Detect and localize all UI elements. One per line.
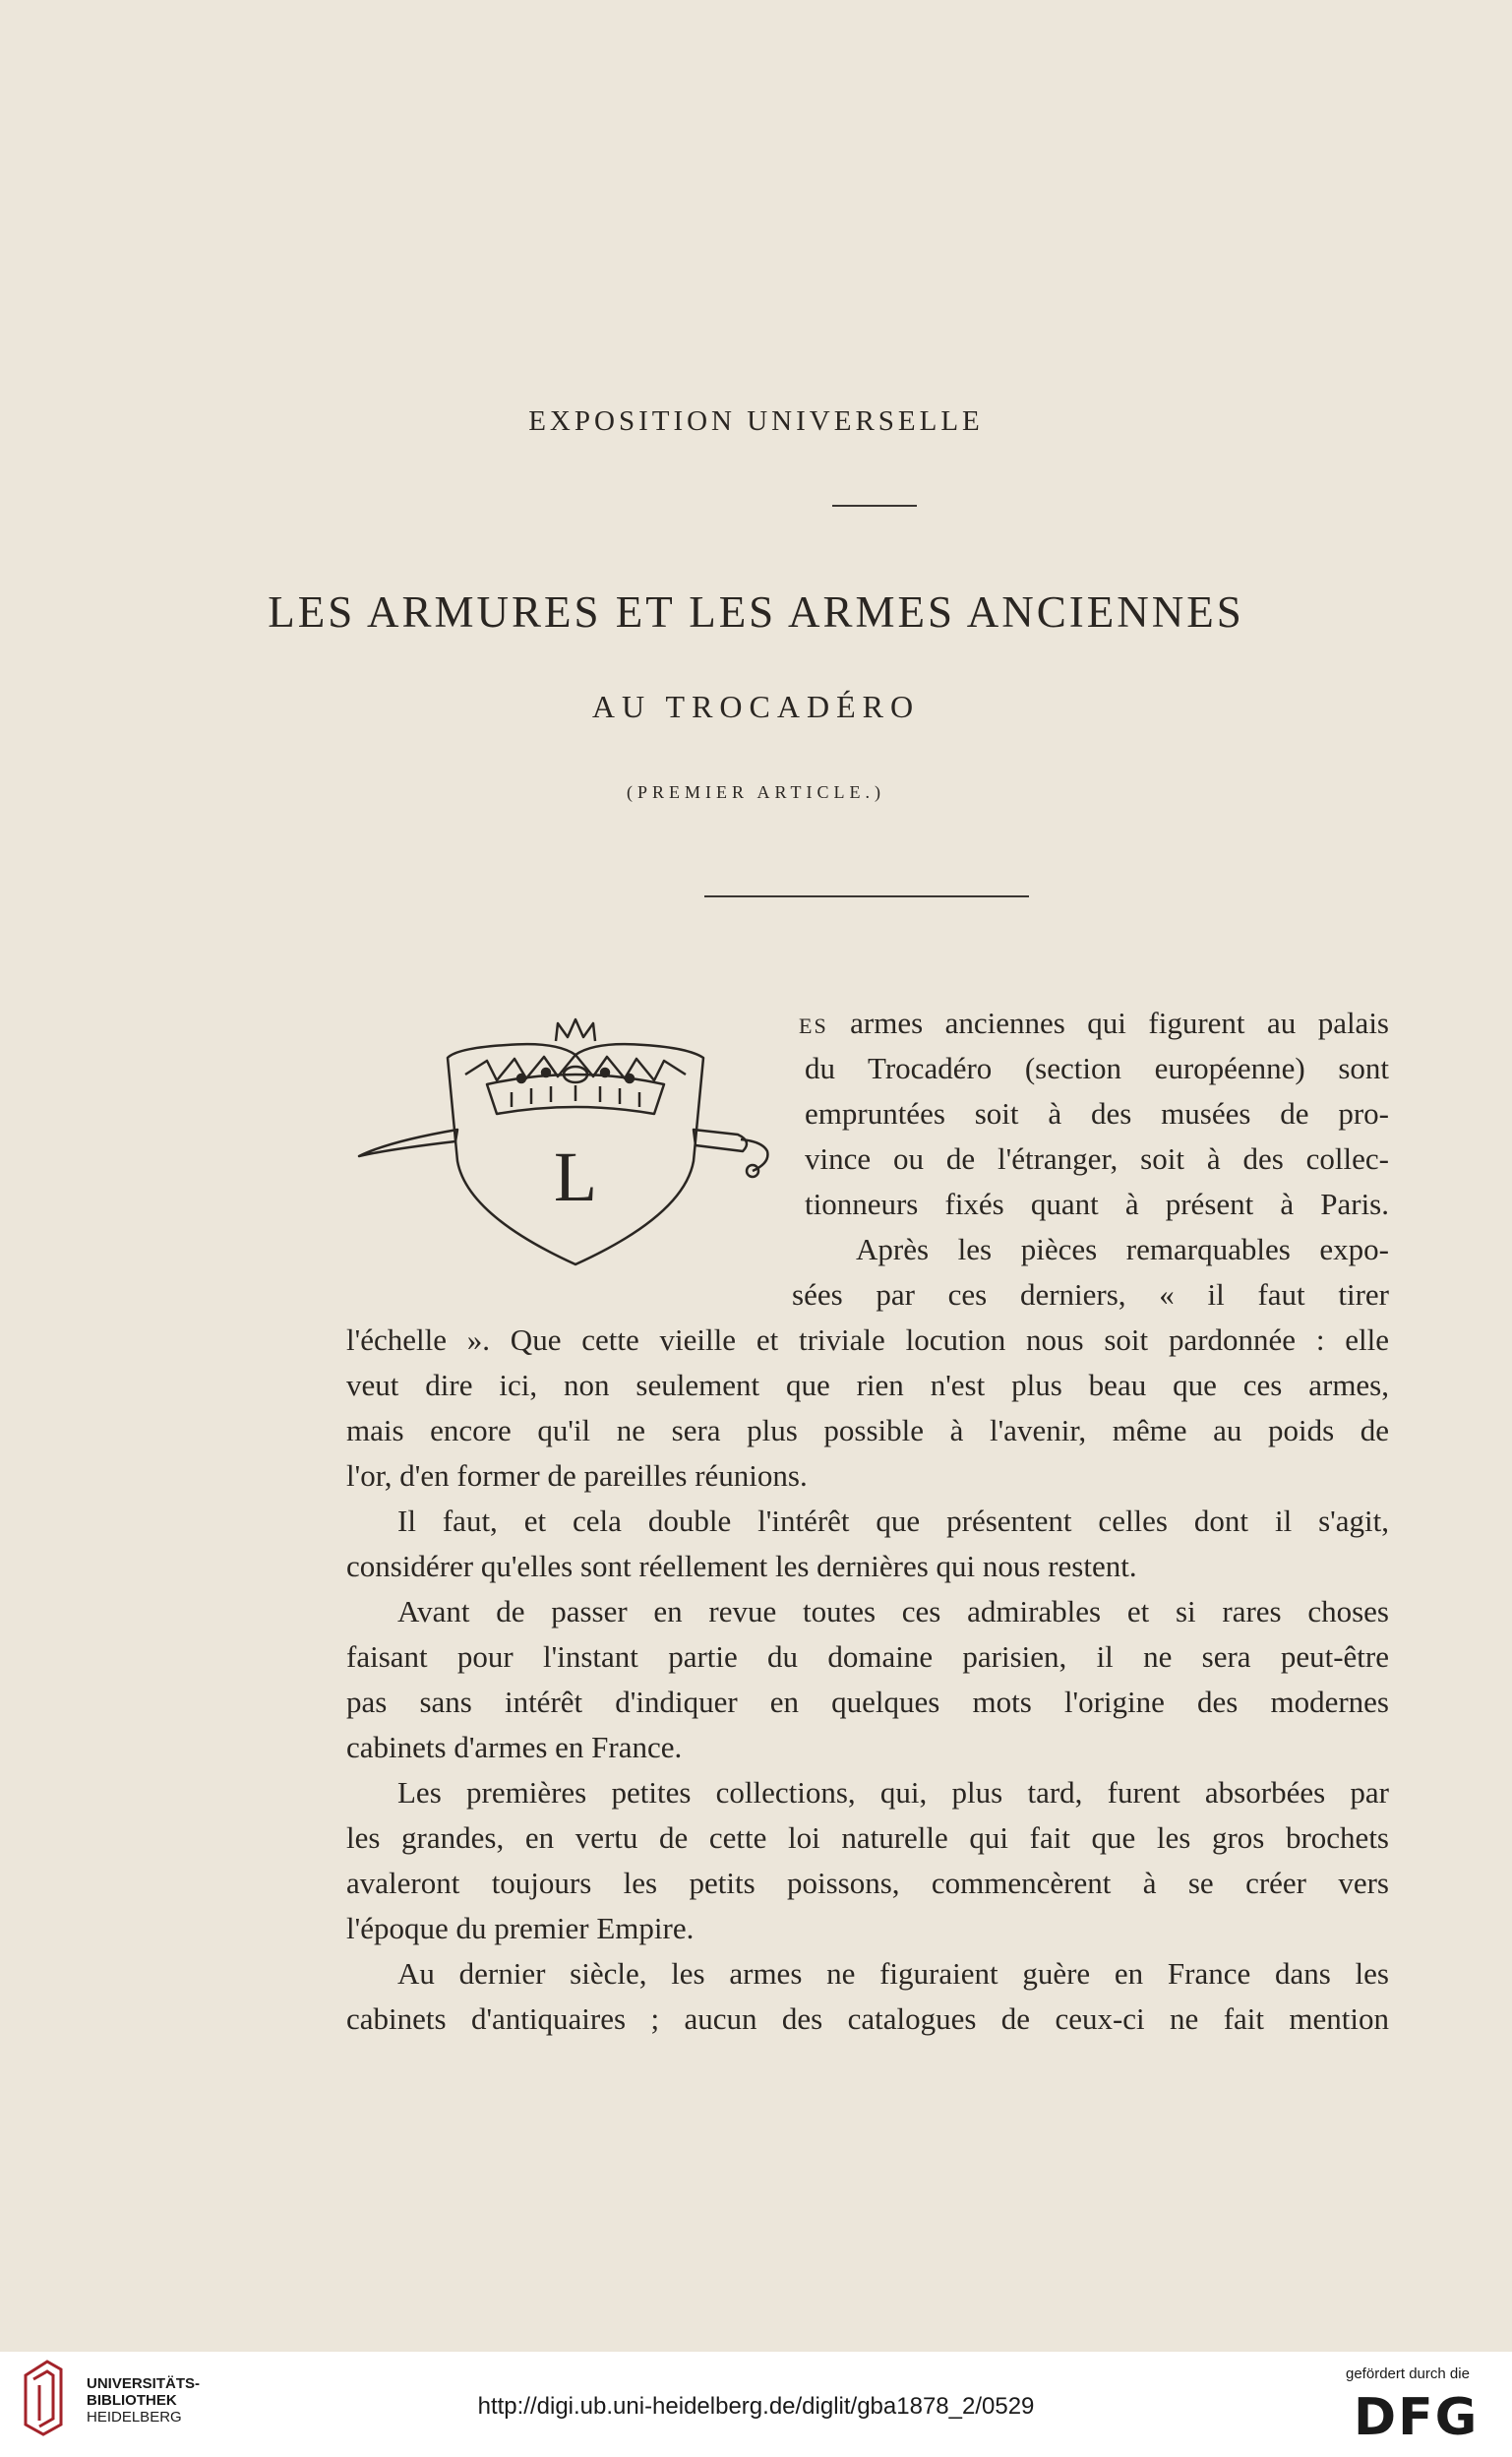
text-line: les grandes, en vertu de cette loi naturelle qui fait que les gros brochets — [346, 1820, 1389, 1855]
text-line: vince ou de l'étranger, soit à des collec- — [805, 1141, 1389, 1176]
funding-note: gefördert durch die — [1346, 2365, 1470, 2382]
text-line: pas sans intérêt d'indiquer en quelques mots l'origine des modernes — [346, 1685, 1389, 1719]
article-title: LES ARMURES ET LES ARMES ANCIENNES — [268, 587, 1244, 637]
text-line: mais encore qu'il ne sera plus possible à l'avenir, même au poids de — [346, 1413, 1389, 1447]
text-line: veut dire ici, non seulement que rien n'est plus beau que ces armes, — [346, 1368, 1389, 1402]
text-line: l'or, d'en former de pareilles réunions. — [346, 1458, 808, 1493]
text-line: Au dernier siècle, les armes ne figuraient guère en France dans les — [397, 1956, 1389, 1991]
header-rule — [832, 505, 917, 507]
text-line: Avant de passer en revue toutes ces admirables et si rares choses — [397, 1594, 1389, 1628]
page-permalink[interactable]: http://digi.ub.uni-heidelberg.de/diglit/gba1878_2/0529 — [477, 2393, 1035, 2420]
library-name[interactable]: UNIVERSITÄTS- BIBLIOTHEK HEIDELBERG — [87, 2375, 201, 2426]
article-note: (PREMIER ARTICLE.) — [627, 782, 885, 802]
text-line: Il faut, et cela double l'intérêt que présentent celles dont il s'agit, — [397, 1504, 1389, 1538]
svg-text:DFG: DFG — [1354, 2389, 1480, 2440]
text-line: empruntées soit à des musées de pro- — [805, 1096, 1389, 1131]
dropcap-continuation: ES — [799, 1014, 828, 1038]
text-line: cabinets d'antiquaires ; aucun des catalogues de ceux-ci ne fait mention — [346, 2001, 1389, 2036]
text-line: sées par ces derniers, « il faut tirer — [792, 1277, 1389, 1312]
text-line: Les premières petites collections, qui, plus tard, furent absorbées par — [397, 1775, 1389, 1810]
text-line: du Trocadéro (section européenne) sont — [805, 1051, 1389, 1085]
lettrine-letter: L — [554, 1137, 597, 1216]
text-line: faisant pour l'instant partie du domaine parisien, il ne sera peut-être — [346, 1639, 1389, 1674]
text-line: cabinets d'armes en France. — [346, 1730, 683, 1764]
text-line: l'époque du premier Empire. — [346, 1911, 695, 1945]
title-rule — [704, 895, 1029, 897]
text-line: ES armes anciennes qui figurent au palais — [799, 1006, 1389, 1040]
running-header: EXPOSITION UNIVERSELLE — [528, 405, 984, 437]
text-line: considérer qu'elles sont réellement les dernières qui nous restent. — [346, 1549, 1137, 1583]
text-line: tionneurs fixés quant à présent à Paris. — [805, 1187, 1389, 1221]
lettrine-shield-illustration — [349, 1004, 782, 1289]
text-line: avaleront toujours les petits poissons, commencèrent à se créer vers — [346, 1866, 1389, 1900]
text-line: Après les pièces remarquables expo- — [856, 1232, 1389, 1266]
dfg-logo-icon[interactable] — [1350, 2389, 1493, 2440]
text-line: l'échelle ». Que cette vieille et triviale locution nous soit pardonnée : elle — [346, 1322, 1389, 1357]
article-subtitle: AU TROCADÉRO — [591, 689, 921, 724]
